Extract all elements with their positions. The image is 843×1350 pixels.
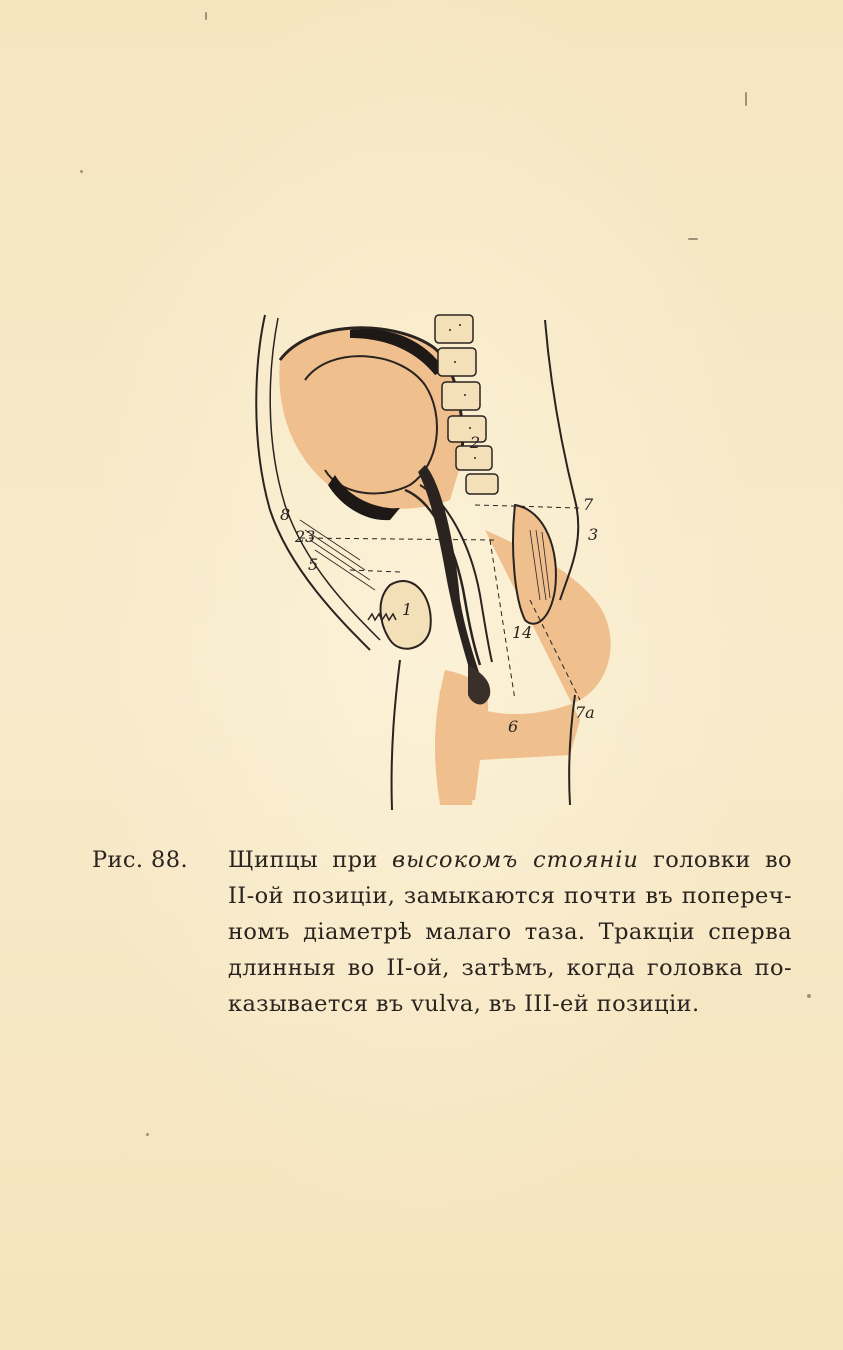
figure-label-2: 2	[470, 433, 481, 452]
figure-label-14: 14	[512, 623, 533, 642]
caption-line-1-start: Щипцы при	[228, 847, 393, 873]
figure-label-6: 6	[508, 717, 519, 736]
forceps-handle	[468, 665, 490, 704]
figure-label-3: 3	[588, 525, 599, 544]
figure-caption	[92, 842, 792, 1022]
caption-text	[228, 842, 792, 1022]
paper-speck	[205, 12, 207, 20]
figure-label-5: 5	[308, 555, 319, 574]
caption-line-5: казывается въ vulva, въ III-ей позиціи.	[228, 991, 700, 1017]
figure-label-1: 1	[402, 600, 413, 619]
caption-line-2: II-ой позиціи, замыкаются почти въ попереч-	[228, 883, 792, 909]
caption-line-4: длинныя во II-ой, затѣмъ, когда головка по-	[228, 955, 792, 981]
caption-line-3: номъ діаметрѣ малаго таза. Тракціи сперва	[228, 919, 792, 945]
paper-speck	[807, 994, 811, 998]
caption-line-1	[228, 842, 792, 878]
leg-line	[392, 660, 400, 810]
caption-emphasis: высокомъ стояніи	[392, 847, 639, 873]
rectum	[513, 505, 556, 624]
paper-speck	[745, 92, 747, 106]
anatomical-illustration	[240, 300, 640, 820]
paper-speck	[80, 170, 83, 173]
paper-speck	[688, 238, 698, 240]
figure-label-7a: 7a	[575, 703, 595, 722]
figure-label-8: 8	[280, 505, 291, 524]
caption-line-1-end: головки во	[638, 847, 792, 873]
figure-label-23: 23	[295, 527, 316, 546]
paper-speck	[146, 1133, 149, 1136]
figure-number: Рис. 88.	[92, 847, 189, 873]
figure-label-7: 7	[583, 495, 594, 514]
